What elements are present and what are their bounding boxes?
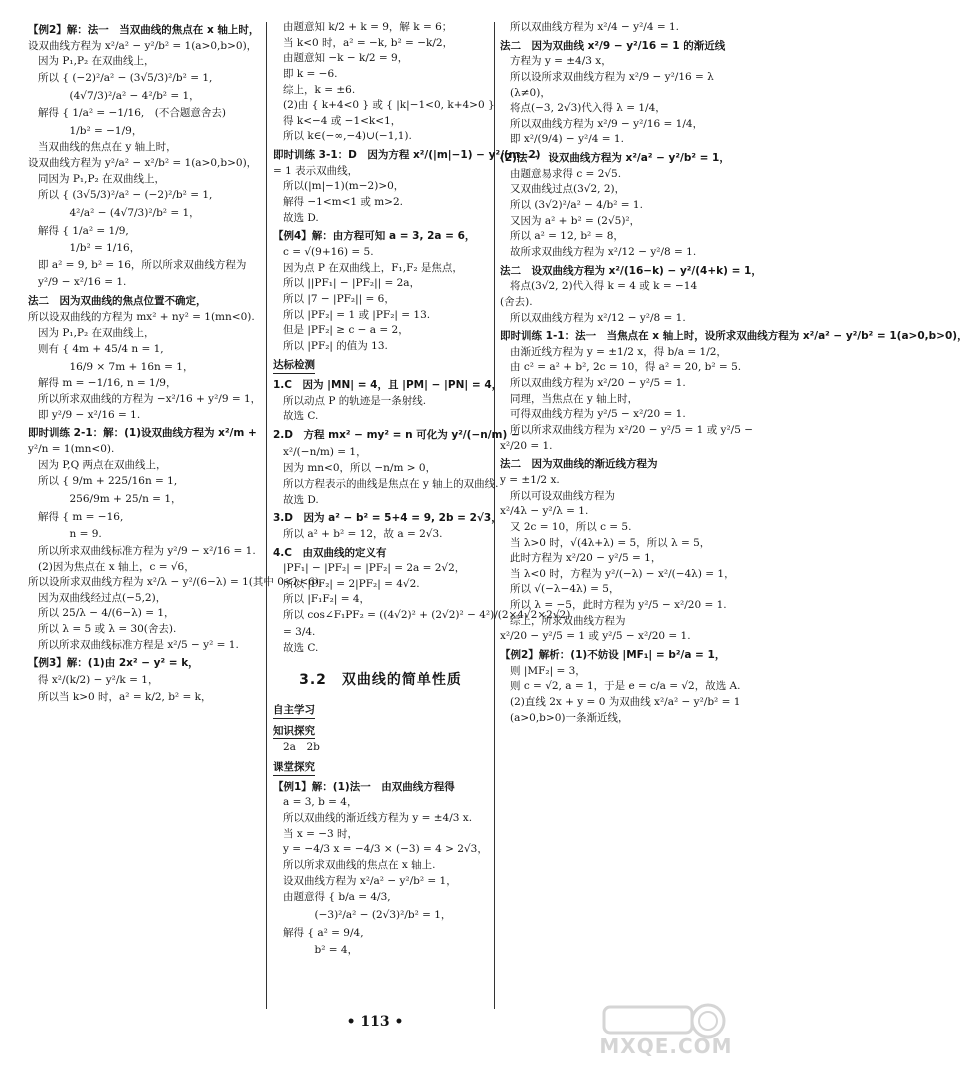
sub-heading: 知识探究 bbox=[273, 725, 315, 740]
text-line: (2)因为焦点在 x 轴上，c = √6， bbox=[38, 560, 195, 573]
text-line: 设双曲线方程为 y²/a² − x²/b² = 1(a>0,b>0)， bbox=[28, 157, 258, 170]
math-line: 1/b² = −1/9， bbox=[38, 124, 143, 137]
text-line: 同理，当焦点在 y 轴上时， bbox=[510, 392, 639, 405]
text-line: 又双曲线过点(3√2, 2)， bbox=[510, 183, 626, 196]
math-line: 则有 { 4m + 45/4 n = 1, bbox=[38, 343, 164, 356]
text-line: 得 k<−4 或 −1<k<1， bbox=[283, 114, 402, 127]
text-line: 故选 C. bbox=[283, 642, 319, 655]
text-line: 所以所求双曲线标准方程是 x²/5 − y² = 1. bbox=[38, 638, 239, 651]
text-line: 【例1】解：(1)法一 由双曲线方程得 bbox=[273, 780, 455, 793]
text-line: 可得双曲线方程为 y²/5 − x²/20 = 1. bbox=[510, 408, 686, 421]
text-line: 所以当 k>0 时，a² = k/2, b² = k， bbox=[38, 690, 212, 703]
text-line: 解得 m = −1/16, n = 1/9， bbox=[38, 377, 177, 390]
text-line: 所以设所求双曲线方程为 x²/9 − y²/16 = λ bbox=[510, 70, 714, 83]
text-line: 所以 |PF₂| = 1 或 |PF₂| = 13. bbox=[283, 308, 431, 321]
text-line: 因为双曲线经过点(−5,2)， bbox=[38, 591, 167, 604]
text-line: 所以设所求双曲线方程为 x²/λ − y²/(6−λ) = 1(其中 0<λ<6). bbox=[28, 576, 323, 589]
text-line: 由渐近线方程为 y = ±1/2 x，得 b/a = 1/2， bbox=[510, 345, 727, 358]
text-line: 所以 |7 − |PF₂|| = 6， bbox=[283, 292, 395, 305]
text-line: 由题意知 −k − k/2 = 9， bbox=[283, 52, 409, 65]
math-line: 解得 { 1/a² = 1/9, bbox=[38, 224, 129, 237]
text-line: 因为 mn<0，所以 −n/m > 0， bbox=[283, 462, 437, 475]
text-line: 所以方程表示的曲线是焦点在 y 轴上的双曲线. bbox=[283, 477, 499, 490]
text-line: 法二 因为双曲线的焦点位置不确定， bbox=[28, 295, 207, 308]
text-line: 所以双曲线方程为 x²/12 − y²/8 = 1. bbox=[510, 311, 686, 324]
text-line: 又 2c = 10，所以 c = 5. bbox=[510, 520, 632, 533]
text-line: (λ≠0)， bbox=[510, 86, 551, 99]
math-line: 1/b² = 1/16， bbox=[38, 242, 141, 255]
text-line: a = 3, b = 4， bbox=[283, 796, 358, 809]
math-line: y = −4/3 x = −4/3 × (−3) = 4 > 2√3， bbox=[283, 843, 488, 856]
text-line: 所以 λ = 5 或 λ = 30(舍去). bbox=[38, 623, 177, 636]
text-line: 所以动点 P 的轨迹是一条射线. bbox=[283, 394, 427, 407]
text-line: 所以设双曲线的方程为 mx² + ny² = 1(mn<0). bbox=[28, 310, 255, 323]
text-line: 所以(|m|−1)(m−2)>0， bbox=[283, 180, 405, 193]
text-line: 将点(3√2, 2)代入得 k = 4 或 k = −14 bbox=[510, 280, 698, 293]
text-line: 3.D 因为 a² − b² = 5+4 = 9, 2b = 2√3， bbox=[273, 512, 502, 525]
text-line: c = √(9+16) = 5. bbox=[283, 245, 374, 258]
text-line: 综上，所求双曲线方程为 bbox=[510, 614, 626, 627]
text-line: 所以所求双曲线方程为 x²/20 − y²/5 = 1 或 y²/5 − bbox=[510, 424, 754, 437]
text-line: 所以 |PF₂| = 2|PF₂| = 4√2. bbox=[283, 577, 420, 590]
text-line: 故所求双曲线方程为 x²/12 − y²/8 = 1. bbox=[510, 245, 697, 258]
section-title: 3.2 双曲线的简单性质 bbox=[299, 671, 462, 688]
text-line: 所以 λ = −5，此时方程为 y²/5 − x²/20 = 1. bbox=[510, 599, 727, 612]
math-line: (−3)²/a² − (2√3)²/b² = 1， bbox=[283, 908, 452, 921]
text-line: 综上，k = ±6. bbox=[283, 83, 356, 96]
text-line: 设双曲线方程为 x²/a² − y²/b² = 1(a>0,b>0)， bbox=[28, 39, 258, 52]
text-line: 2.D 方程 mx² − my² = n 可化为 y²/(−n/m) − bbox=[273, 429, 520, 442]
text-line: 故选 C. bbox=[283, 410, 319, 423]
text-line: 即时训练 1-1：法一 当焦点在 x 轴上时，设所求双曲线方程为 x²/a² − y²/b² = 1(a>0,b>0)， bbox=[500, 330, 968, 343]
text-line: 所以所求双曲线的焦点在 x 轴上. bbox=[283, 858, 436, 871]
text-line: 故选 D. bbox=[283, 211, 319, 224]
text-line: 但是 |PF₂| ≥ c − a = 2， bbox=[283, 324, 409, 337]
text-line: 又因为 a² + b² = (2√5)²， bbox=[510, 214, 641, 227]
text-line: 所以 |F₁F₂| = 4， bbox=[283, 593, 371, 606]
text-line: 因为 P₁,P₂ 在双曲线上， bbox=[38, 326, 155, 339]
math-line: 所以 { (−2)²/a² − (3√5/3)²/b² = 1, bbox=[38, 71, 213, 84]
text-line: 所以所求双曲线的方程为 −x²/16 + y²/9 = 1， bbox=[38, 393, 262, 406]
text-line: 当 x = −3 时， bbox=[283, 827, 359, 840]
math-line: = 3/4. bbox=[283, 625, 316, 638]
right-column bbox=[500, 20, 968, 1012]
text-line: 所以 25/λ − 4/(6−λ) = 1， bbox=[38, 607, 175, 620]
text-line: 所以双曲线方程为 x²/20 − y²/5 = 1. bbox=[510, 377, 686, 390]
text-line: 所以 |PF₂| 的值为 13. bbox=[283, 339, 388, 352]
math-line: x²/4λ − y²/λ = 1. bbox=[500, 505, 589, 518]
math-line: 由题意得 { b/a = 4/3, bbox=[283, 891, 391, 904]
math-line: 256/9m + 25/n = 1， bbox=[38, 492, 182, 505]
text-line: y²/n = 1(mn<0). bbox=[28, 443, 115, 456]
text-line: 当双曲线的焦点在 y 轴上时， bbox=[38, 141, 177, 154]
watermark-text: MXQE.COM bbox=[599, 1034, 733, 1058]
text-line: 即 a² = 9, b² = 16，所以所求双曲线方程为 bbox=[38, 258, 247, 271]
text-line: 将点(−3, 2√3)代入得 λ = 1/4， bbox=[510, 102, 666, 115]
text-line: 所以 a² = 12, b² = 8， bbox=[510, 230, 624, 243]
text-line: 【例2】解析：(1)不妨设 |MF₁| = b²/a = 1， bbox=[500, 648, 726, 661]
text-line: 法二 因为双曲线 x²/9 − y²/16 = 1 的渐近线 bbox=[500, 39, 726, 52]
sub-heading: 自主学习 bbox=[273, 704, 315, 719]
text-line: 即 k = −6. bbox=[283, 67, 338, 80]
text-line: 所以 k∈(−∞,−4)∪(−1,1). bbox=[283, 130, 412, 143]
text-line: 即时训练 2-1：解：(1)设双曲线方程为 x²/m + bbox=[28, 427, 257, 440]
text-line: (a>0,b>0)一条渐近线， bbox=[510, 711, 629, 724]
text-line: 因为 P₁,P₂ 在双曲线上， bbox=[38, 55, 155, 68]
text-line: 4.C 由双曲线的定义有 bbox=[273, 546, 387, 559]
text-line: 当 λ<0 时，方程为 y²/(−λ) − x²/(−4λ) = 1， bbox=[510, 567, 735, 580]
text-line: (2)直线 2x + y = 0 为双曲线 x²/a² − y²/b² = 1 bbox=[510, 695, 741, 708]
text-line: 因为 P,Q 两点在双曲线上， bbox=[38, 458, 167, 471]
text-line: 当 k<0 时，a² = −k, b² = −k/2， bbox=[283, 36, 454, 49]
sub-heading: 课堂探究 bbox=[273, 761, 315, 776]
math-line: 所以 (3√2)²/a² − 4/b² = 1. bbox=[510, 199, 643, 212]
math-line: x²/20 = 1. bbox=[500, 439, 553, 452]
text-line: 由 c² = a² + b², 2c = 10，得 a² = 20, b² = 5. bbox=[510, 361, 742, 374]
math-line: x²/20 − y²/5 = 1 或 y²/5 − x²/20 = 1. bbox=[500, 630, 691, 643]
section-heading: 达标检测 bbox=[273, 359, 315, 374]
column-divider bbox=[266, 22, 267, 1009]
text-line: 当 λ>0 时，√(4λ+λ) = 5，所以 λ = 5， bbox=[510, 536, 711, 549]
math-line: 4²/a² − (4√7/3)²/b² = 1， bbox=[38, 207, 200, 220]
text-line: |PF₁| − |PF₂| = |PF₂| = 2a = 2√2， bbox=[283, 562, 466, 575]
math-line: 16/9 × 7m + 16n = 1， bbox=[38, 360, 194, 373]
text-line: 方程为 y = ±4/3 x， bbox=[510, 55, 612, 68]
text-line: 此时方程为 x²/20 − y²/5 = 1， bbox=[510, 552, 662, 565]
text-line: 即 y²/9 − x²/16 = 1. bbox=[38, 408, 141, 421]
watermark-logo bbox=[596, 1001, 736, 1059]
text-line: 法二 设双曲线方程为 x²/(16−k) − y²/(4+k) = 1， bbox=[500, 264, 762, 277]
text-line: 同因为 P₁,P₂ 在双曲线上， bbox=[38, 172, 166, 185]
math-line: b² = 4， bbox=[283, 944, 359, 957]
text-line: 故选 D. bbox=[283, 493, 319, 506]
text-line: 法二 因为双曲线的渐近线方程为 bbox=[500, 458, 658, 471]
math-line: 解得 { m = −16, bbox=[38, 510, 124, 523]
text-line: 则 |MF₂| = 3， bbox=[510, 664, 586, 677]
math-line: 所以 cos∠F₁PF₂ = ((4√2)² + (2√2)² − 4²)/(2×4√2×2√2) bbox=[283, 609, 571, 622]
text-line: 由题意知 k/2 + k = 9，解 k = 6； bbox=[283, 21, 453, 33]
text-line: 即时训练 3-1：D 因为方程 x²/(|m|−1) − y²/(m−2) bbox=[273, 149, 541, 162]
text-line: 则 c = √2, a = 1，于是 e = c/a = √2，故选 A. bbox=[510, 680, 741, 693]
text-line: 1.C 因为 |MN| = 4，且 |PM| − |PN| = 4， bbox=[273, 379, 503, 392]
math-line: 解得 { 1/a² = −1/16, (不合题意舍去) bbox=[38, 107, 226, 120]
text-line: 由题意易求得 c = 2√5. bbox=[510, 167, 622, 180]
text-line: 所以双曲线的渐近线方程为 y = ±4/3 x. bbox=[283, 812, 473, 825]
math-line: n = 9. bbox=[38, 528, 102, 541]
text-line: 【例3】解：(1)由 2x² − y² = k， bbox=[28, 657, 199, 670]
text-line: 所以所求双曲线标准方程为 y²/9 − x²/16 = 1. bbox=[38, 544, 256, 557]
math-line: y = ±1/2 x. bbox=[500, 473, 560, 486]
text-line: = 1 表示双曲线， bbox=[273, 164, 359, 177]
math-line: 得 x²/(k/2) − y²/k = 1， bbox=[38, 673, 159, 686]
text-line: 解得 −1<m<1 或 m>2. bbox=[283, 196, 403, 209]
text-line: 【例4】解：由方程可知 a = 3, 2a = 6， bbox=[273, 230, 476, 243]
text-line: (舍去). bbox=[500, 295, 533, 308]
text-line: 所以 a² + b² = 12，故 a = 2√3. bbox=[283, 527, 443, 540]
math-line: (4√7/3)²/a² − 4²/b² = 1， bbox=[38, 89, 200, 102]
math-line: 所以 { (3√5/3)²/a² − (−2)²/b² = 1, bbox=[38, 189, 213, 202]
math-line: 解得 { a² = 9/4, bbox=[283, 926, 364, 939]
text-line: 所以 √(−λ−4λ) = 5， bbox=[510, 583, 620, 596]
text-line: 设双曲线方程为 x²/a² − y²/b² = 1， bbox=[283, 874, 457, 887]
text-line: 【例2】解：法一 当双曲线的焦点在 x 轴上时， bbox=[28, 24, 260, 36]
math-line: x²/(−n/m) = 1， bbox=[283, 445, 367, 458]
math-line: 所以 { 9/m + 225/16n = 1, bbox=[38, 475, 178, 488]
text-line: (2)法一 设双曲线方程为 x²/a² − y²/b² = 1， bbox=[500, 152, 730, 165]
text-line: 所以双曲线方程为 x²/4 − y²/4 = 1. bbox=[510, 21, 680, 33]
math-line: (2)由 { k+4<0 } 或 { |k|−1<0, k+4>0 } bbox=[283, 99, 495, 112]
text-line: 所以可设双曲线方程为 bbox=[510, 489, 615, 502]
text-line: 所以双曲线方程为 x²/9 − y²/16 = 1/4， bbox=[510, 117, 704, 130]
text-line: 所以 ||PF₁| − |PF₂|| = 2a， bbox=[283, 277, 421, 290]
text-line: 2a 2b bbox=[283, 741, 320, 754]
text-line: 因为点 P 在双曲线上，F₁,F₂ 是焦点， bbox=[283, 261, 463, 274]
math-line: y²/9 − x²/16 = 1. bbox=[38, 275, 127, 288]
math-line: 即 x²/(9/4) − y²/4 = 1. bbox=[510, 133, 624, 146]
page-number: • 113 • bbox=[346, 1013, 404, 1030]
